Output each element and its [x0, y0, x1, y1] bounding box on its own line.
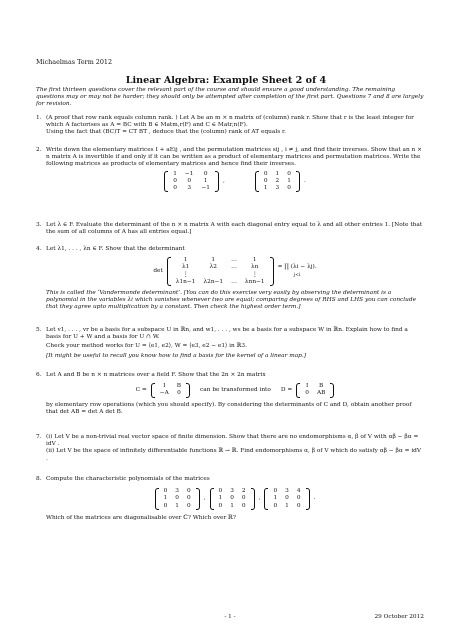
question-text: Compute the characteristic polynomials of the matrices [46, 476, 210, 482]
matrix: 0 3 0 1 0 0 0 1 0 [155, 488, 200, 510]
question-number: 6. [36, 372, 42, 378]
question-number: 1. [36, 115, 42, 121]
c-label: C = [135, 386, 147, 393]
matrix: 1 −1 0 0 0 1 0 3 −1 [164, 171, 219, 193]
vandermonde-row [46, 257, 424, 286]
question-2 [36, 147, 424, 194]
question-text: This is called the ‘Vandermonde determinant’. [You can do this exercise very easily by observing the determinant is a polynomial in the variables λi which vanishes whenever two are equal; comparing degrees of RHS and LHS you can conclude that they agree upto multiplication by a constant. Then check the highest order term.] [46, 290, 417, 311]
transform-text: can be transformed into [200, 386, 271, 393]
question-text: Let v1, . . . , vr be a basis for a subspace U in ℝn, and w1, . . . , ws be a basis for a subspace W in ℝn. Explain how to find a basis for U + W and a basis for U ∩ W. [46, 327, 408, 341]
question-8 [36, 476, 424, 522]
question-6 [36, 372, 424, 416]
question-number: 4. [36, 246, 42, 252]
matrix: 0 3 4 1 0 0 0 1 0 [264, 488, 309, 510]
matrix: 0 1 0 0 2 1 1 3 0 [255, 171, 300, 193]
question-text: (A proof that row rank equals column rank. ) Let A be an m × n matrix of (column) rank r. Show that r is the least integer for which A factorises as A = BC with B ∈ Matm,r(F) and C ∈ Matr,n(F). [46, 115, 414, 129]
page-number: - 1 - [224, 614, 236, 620]
question-number: 2. [36, 147, 42, 153]
matrix-row: 1 −1 0 0 0 1 0 3 −1 , 0 1 0 0 2 1 1 3 0 . [46, 171, 424, 193]
product-formula: = ∏ (λi − λj). [277, 264, 317, 271]
product-subscript: j<i [293, 272, 301, 278]
question-number: 3. [36, 222, 42, 228]
question-3 [36, 222, 424, 236]
term-label: Michaelmas Term 2012 [36, 58, 113, 66]
d-label: D = [280, 386, 293, 393]
det-label: det [153, 268, 163, 274]
question-7 [36, 434, 424, 463]
question-text: (ii) Let V be the space of infinitely differentiable functions ℝ → ℝ. Find endomorphisms α, β of V which do satisfy αβ − βα = idV . [46, 448, 422, 462]
question-text: Check your method works for U = ⟨e1, e2⟩, W = ⟨e3, e2 − e1⟩ in ℝ3. [46, 343, 247, 350]
question-number: 5. [36, 327, 42, 333]
question-1 [36, 115, 424, 137]
footer-date: 29 October 2012 [374, 614, 424, 620]
matrix: 0 3 2 1 0 0 0 1 0 [210, 488, 255, 510]
question-text: Which of the matrices are diagonalisable over ℂ? Which over ℝ? [46, 514, 236, 521]
question-text: [It might be useful to recall you know how to find a basis for the kernel of a linear map.] [46, 352, 306, 359]
page-title: Linear Algebra: Example Sheet 2 of 4 [125, 75, 327, 86]
matrix-c: I B −A 0 [151, 383, 190, 397]
question-text: Let A and B be n × n matrices over a field F. Show that the 2n × 2n matrix [46, 372, 266, 378]
question-text: by elementary row operations (which you should specify). By considering the determinants of C and D, obtain another proof that det AB = det A det B. [46, 401, 412, 415]
question-text: Let λ ∈ F. Evaluate the determinant of the n × n matrix A with each diagonal entry equal to λ and all other entries 1. [Note that the sum of all columns of A has all entries equal.] [46, 222, 423, 236]
question-text: Let λ1, . . . , λn ∈ F. Show that the determinant [46, 246, 185, 252]
question-number: 8. [36, 476, 42, 482]
question-text: Using the fact that (BC)T = CT BT , deduce that the (column) rank of AT equals r. [46, 129, 286, 136]
question-text: Write down the elementary matrices I + aEij , and the permutation matrices sij , i ≠ j, and find their inverses. Show that an n × n matrix A is invertible if and only if it can be written as a product of elementary matrices and permutation matrices. Write the following matrices as products of elementary matrices and hence find their inverses. [46, 147, 422, 168]
question-4 [36, 246, 424, 312]
question-5 [36, 327, 424, 360]
question-number: 7. [36, 434, 42, 440]
vandermonde-matrix: 1 1 … 1 λ1 λ2 … λn ⋮ ⋮ λ1n−1 λ2n−1 … λnn−1 [167, 257, 274, 286]
intro-paragraph: The first thirteen questions cover the relevant part of the course and should ensure a good understanding. The remaining questions may or may not be harder; they should only be attempted after completion of the first part. Questions 7 and 8 are largely for revision. [36, 87, 424, 108]
matrix-row [46, 383, 424, 397]
question-text: (i) Let V be a non-trivial real vector space of finite dimension. Show that there are no endomorphisms α, β of V with αβ − βα = idV . [46, 434, 419, 448]
matrix-row: 0 3 0 1 0 0 0 1 0 , 0 3 2 1 0 0 0 1 0 , 0 3 4 1 0 0 0 1 0 . [46, 488, 424, 510]
matrix-d: I B 0 AB [296, 383, 334, 397]
